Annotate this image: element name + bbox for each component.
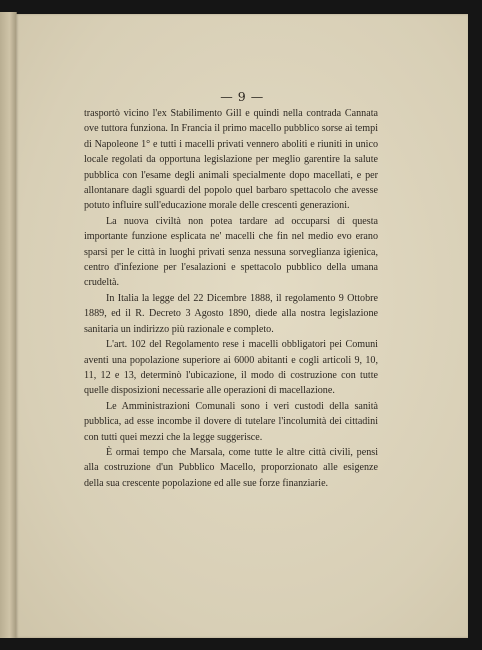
page-number: — 9 —	[220, 89, 264, 104]
paragraph: L'art. 102 del Regolamento rese i macelli obbligatori pei Comuni aventi una popolazione superiore ai 6000 abitanti e cogli articoli 9, 10, 11, 12 e 13, determinò l'ubicazione, il modo di costruzione con tutte quelle disposizioni necessarie alle operazioni di macellazione.	[84, 339, 378, 397]
paragraph: In Italia la legge del 22 Dicembre 1888, il regolamento 9 Ottobre 1889, ed il R. Decreto 3 Agosto 1890, diede alla nostra legislazione sanitaria un indirizzo più razionale e completo.	[84, 292, 378, 335]
paragraph-continued: trasportò vicino l'ex Stabilimento Gill e quindi nella contrada Cannata ove tuttora funziona. In Francia il primo macello pubblico sorse ai tempi di Napoleone 1° e tutti i macelli privati vennero aboliti e riuniti in unico locale regolati da opportuna legislazione per meglio garentire la salute pubblica con l'esame degli animali specialmente dopo macellati, e per allontanare dagli sguardi del popolo quel barbaro spettacolo che avesse potuto influire sull'educazione morale delle crescenti generazioni.	[84, 108, 378, 212]
previous-page-edge	[0, 12, 17, 638]
paragraph: Le Amministrazioni Comunali sono i veri custodi della sanità pubblica, ad esse incombe il dovere di tutelare l'incolumità dei cittadini con tutti quei mezzi che la legge suggerisce.	[84, 400, 378, 443]
book-page	[16, 14, 468, 638]
paragraph: La nuova civiltà non potea tardare ad occuparsi di questa importante funzione esplicata ne' macelli che fin nel medio evo erano sparsi per le città in luoghi privati senza nessuna sorveglianza igienica, centro d'infezione per l'esalazioni e spettacolo pubblico della umana crudeltà.	[84, 215, 378, 289]
paragraph: È ormai tempo che Marsala, come tutte le altre città civili, pensi alla costruzione d'un Pubblico Macello, proporzionato alle esigenze della sua crescente popolazione ed alle sue forze finanziarie.	[84, 446, 378, 489]
body-text	[84, 106, 378, 491]
